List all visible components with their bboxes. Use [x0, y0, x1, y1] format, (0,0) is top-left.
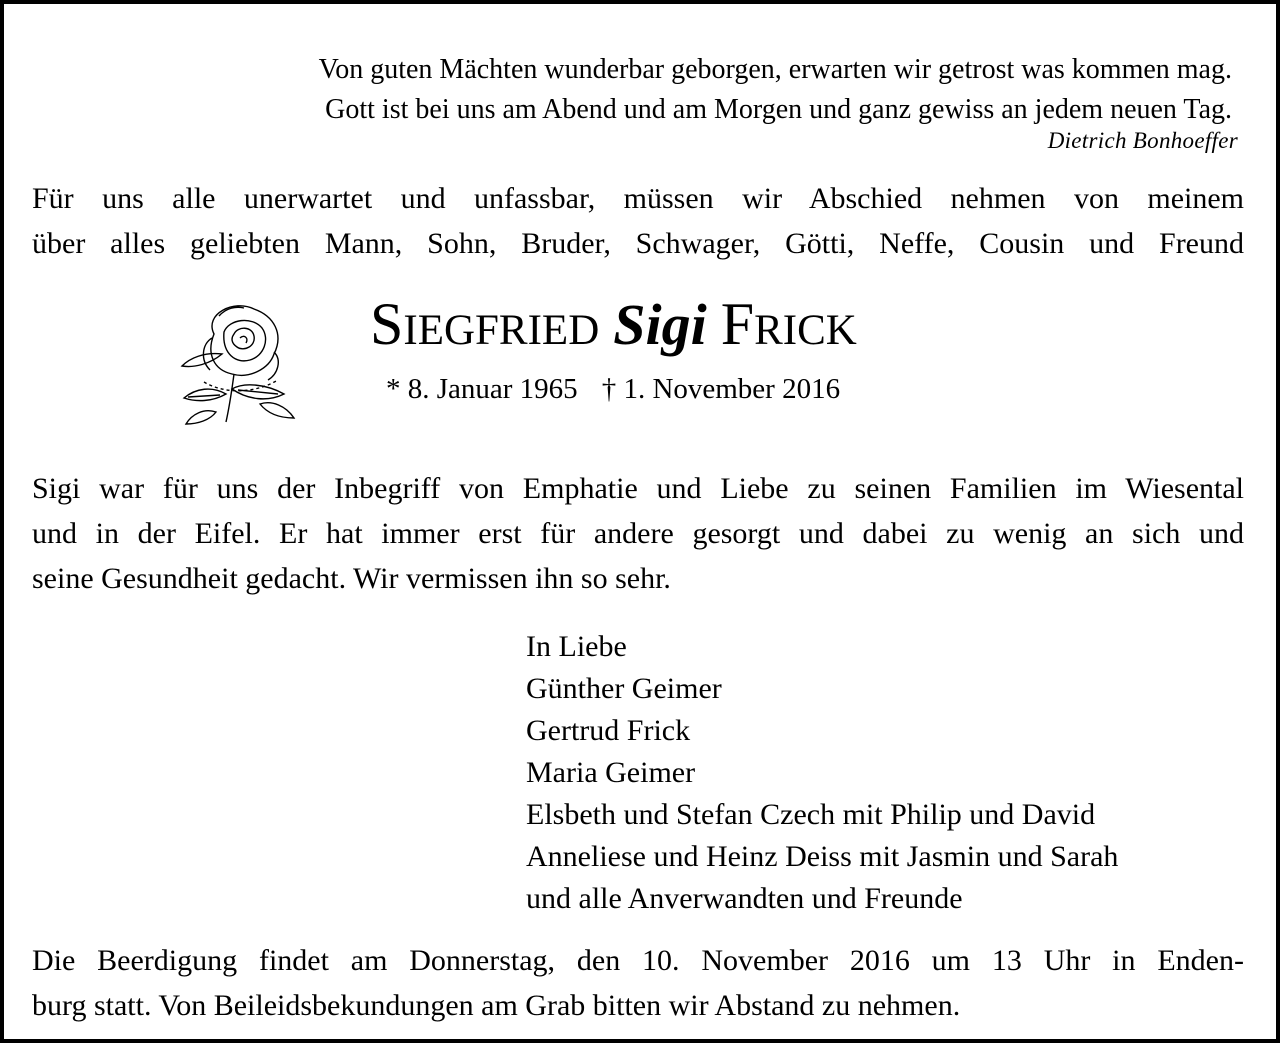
intro-text [32, 176, 1244, 266]
motto-line: Von guten Mächten wunderbar geborgen, erwarten wir getrost was kommen mag. [318, 54, 1232, 85]
last-name-initial: F [720, 291, 755, 357]
motto-line: Gott ist bei uns am Abend und am Morgen und ganz gewiss an jedem neuen Tag. [325, 94, 1232, 125]
mourner-line: Anneliese und Heinz Deiss mit Jasmin und Sarah [526, 840, 1119, 873]
mourner-line: Maria Geimer [526, 756, 696, 789]
nickname: Sigi [613, 292, 707, 357]
deceased-name [370, 288, 857, 367]
mourners-list [526, 626, 1118, 920]
birth-date: * 8. Januar 1965 [386, 373, 578, 405]
first-name-rest: IEGFRIED [403, 307, 600, 354]
rose-icon [174, 294, 304, 432]
funeral-line: burg statt. Von Beileidsbekundungen am Grab bitten wir Abstand zu nehmen. [32, 989, 961, 1022]
funeral-notice [32, 938, 1244, 1028]
intro-line: Für uns alle unerwartet und unfassbar, müssen wir Abschied nehmen von meinem [32, 182, 1244, 215]
mourner-line: In Liebe [526, 630, 627, 663]
mourner-line: und alle Anverwandten und Freunde [526, 882, 963, 915]
funeral-line: Die Beerdigung findet am Donnerstag, den 10. November 2016 um 13 Uhr in Enden- [32, 944, 1244, 977]
tribute-line: und in der Eifel. Er hat immer erst für andere gesorgt und dabei zu wenig an sich und [32, 517, 1244, 550]
first-name-initial: S [370, 291, 404, 357]
mourner-line: Elsbeth und Stefan Czech mit Philip und David [526, 798, 1096, 831]
last-name-rest: RICK [754, 307, 857, 354]
intro-line: über alles geliebten Mann, Sohn, Bruder, Schwager, Götti, Neffe, Cousin und Freund [32, 227, 1244, 260]
tribute-line: Sigi war für uns der Inbegriff von Emphatie und Liebe zu seinen Familien im Wiesental [32, 472, 1244, 505]
tribute-line: seine Gesundheit gedacht. Wir vermissen ihn so sehr. [32, 562, 671, 595]
mourner-line: Günther Geimer [526, 672, 722, 705]
death-date: † 1. November 2016 [601, 373, 841, 405]
life-dates [386, 367, 840, 411]
tribute-text [32, 466, 1244, 601]
motto-quote [124, 50, 1232, 130]
motto-author: Dietrich Bonhoeffer [1047, 128, 1238, 153]
mourner-line: Gertrud Frick [526, 714, 691, 747]
